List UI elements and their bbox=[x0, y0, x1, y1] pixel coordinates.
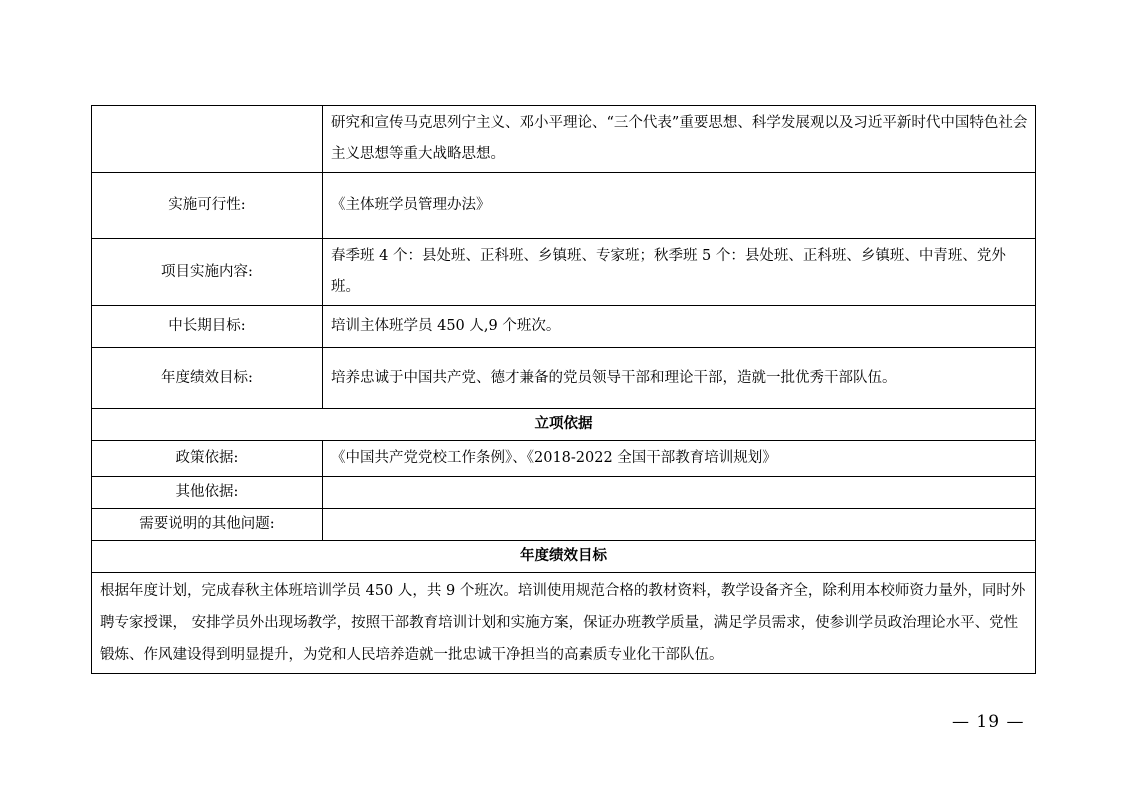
notes-label: 需要说明的其他问题: bbox=[92, 509, 323, 541]
table-row bbox=[92, 106, 1036, 173]
policy-value: 《中国共产党党校工作条例》、《2018-2022 全国干部教育培训规划》 bbox=[323, 441, 1036, 477]
table-row bbox=[92, 306, 1036, 348]
content-label: 项目实施内容: bbox=[92, 239, 323, 306]
midterm-value: 培训主体班学员 450 人,9 个班次。 bbox=[323, 306, 1036, 348]
table-row bbox=[92, 348, 1036, 409]
other-basis-value bbox=[323, 477, 1036, 509]
project-form-table bbox=[91, 105, 1036, 674]
basis-heading: 立项依据 bbox=[92, 409, 1036, 441]
table-row bbox=[92, 441, 1036, 477]
goals-text: 根据年度计划，完成春秋主体班培训学员 450 人，共 9 个班次。培训使用规范合格的教材资料，教学设备齐全，除利用本校师资力量外，同时外聘专家授课， 安排学员外出现场教学，按照干部教育培训计划和实施方案，保证办班教学质量，满足学员需求，使参训学员政治理论水平、党性锻炼、作风建设得到明显提升，为党和人民培养造就一批忠诚干净担当的高素质专业化干部队伍。 bbox=[92, 573, 1036, 674]
feasibility-label: 实施可行性: bbox=[92, 173, 323, 239]
midterm-label: 中长期目标: bbox=[92, 306, 323, 348]
annual-value: 培养忠诚于中国共产党、德才兼备的党员领导干部和理论干部，造就一批优秀干部队伍。 bbox=[323, 348, 1036, 409]
empty-label-cell bbox=[92, 106, 323, 173]
content-value: 春季班 4 个：县处班、正科班、乡镇班、专家班；秋季班 5 个：县处班、正科班、乡镇班、中青班、党外班。 bbox=[323, 239, 1036, 306]
table-row bbox=[92, 541, 1036, 573]
annual-label: 年度绩效目标: bbox=[92, 348, 323, 409]
other-basis-label: 其他依据: bbox=[92, 477, 323, 509]
table-row bbox=[92, 573, 1036, 674]
goals-heading: 年度绩效目标 bbox=[92, 541, 1036, 573]
table-row bbox=[92, 509, 1036, 541]
page-number: — 19 — bbox=[952, 712, 1025, 732]
table-row bbox=[92, 477, 1036, 509]
policy-label: 政策依据: bbox=[92, 441, 323, 477]
table-row bbox=[92, 173, 1036, 239]
table-row bbox=[92, 239, 1036, 306]
feasibility-value: 《主体班学员管理办法》 bbox=[323, 173, 1036, 239]
notes-value bbox=[323, 509, 1036, 541]
table-row bbox=[92, 409, 1036, 441]
research-value: 研究和宣传马克思列宁主义、邓小平理论、“三个代表”重要思想、科学发展观以及习近平新时代中国特色社会主义思想等重大战略思想。 bbox=[323, 106, 1036, 173]
